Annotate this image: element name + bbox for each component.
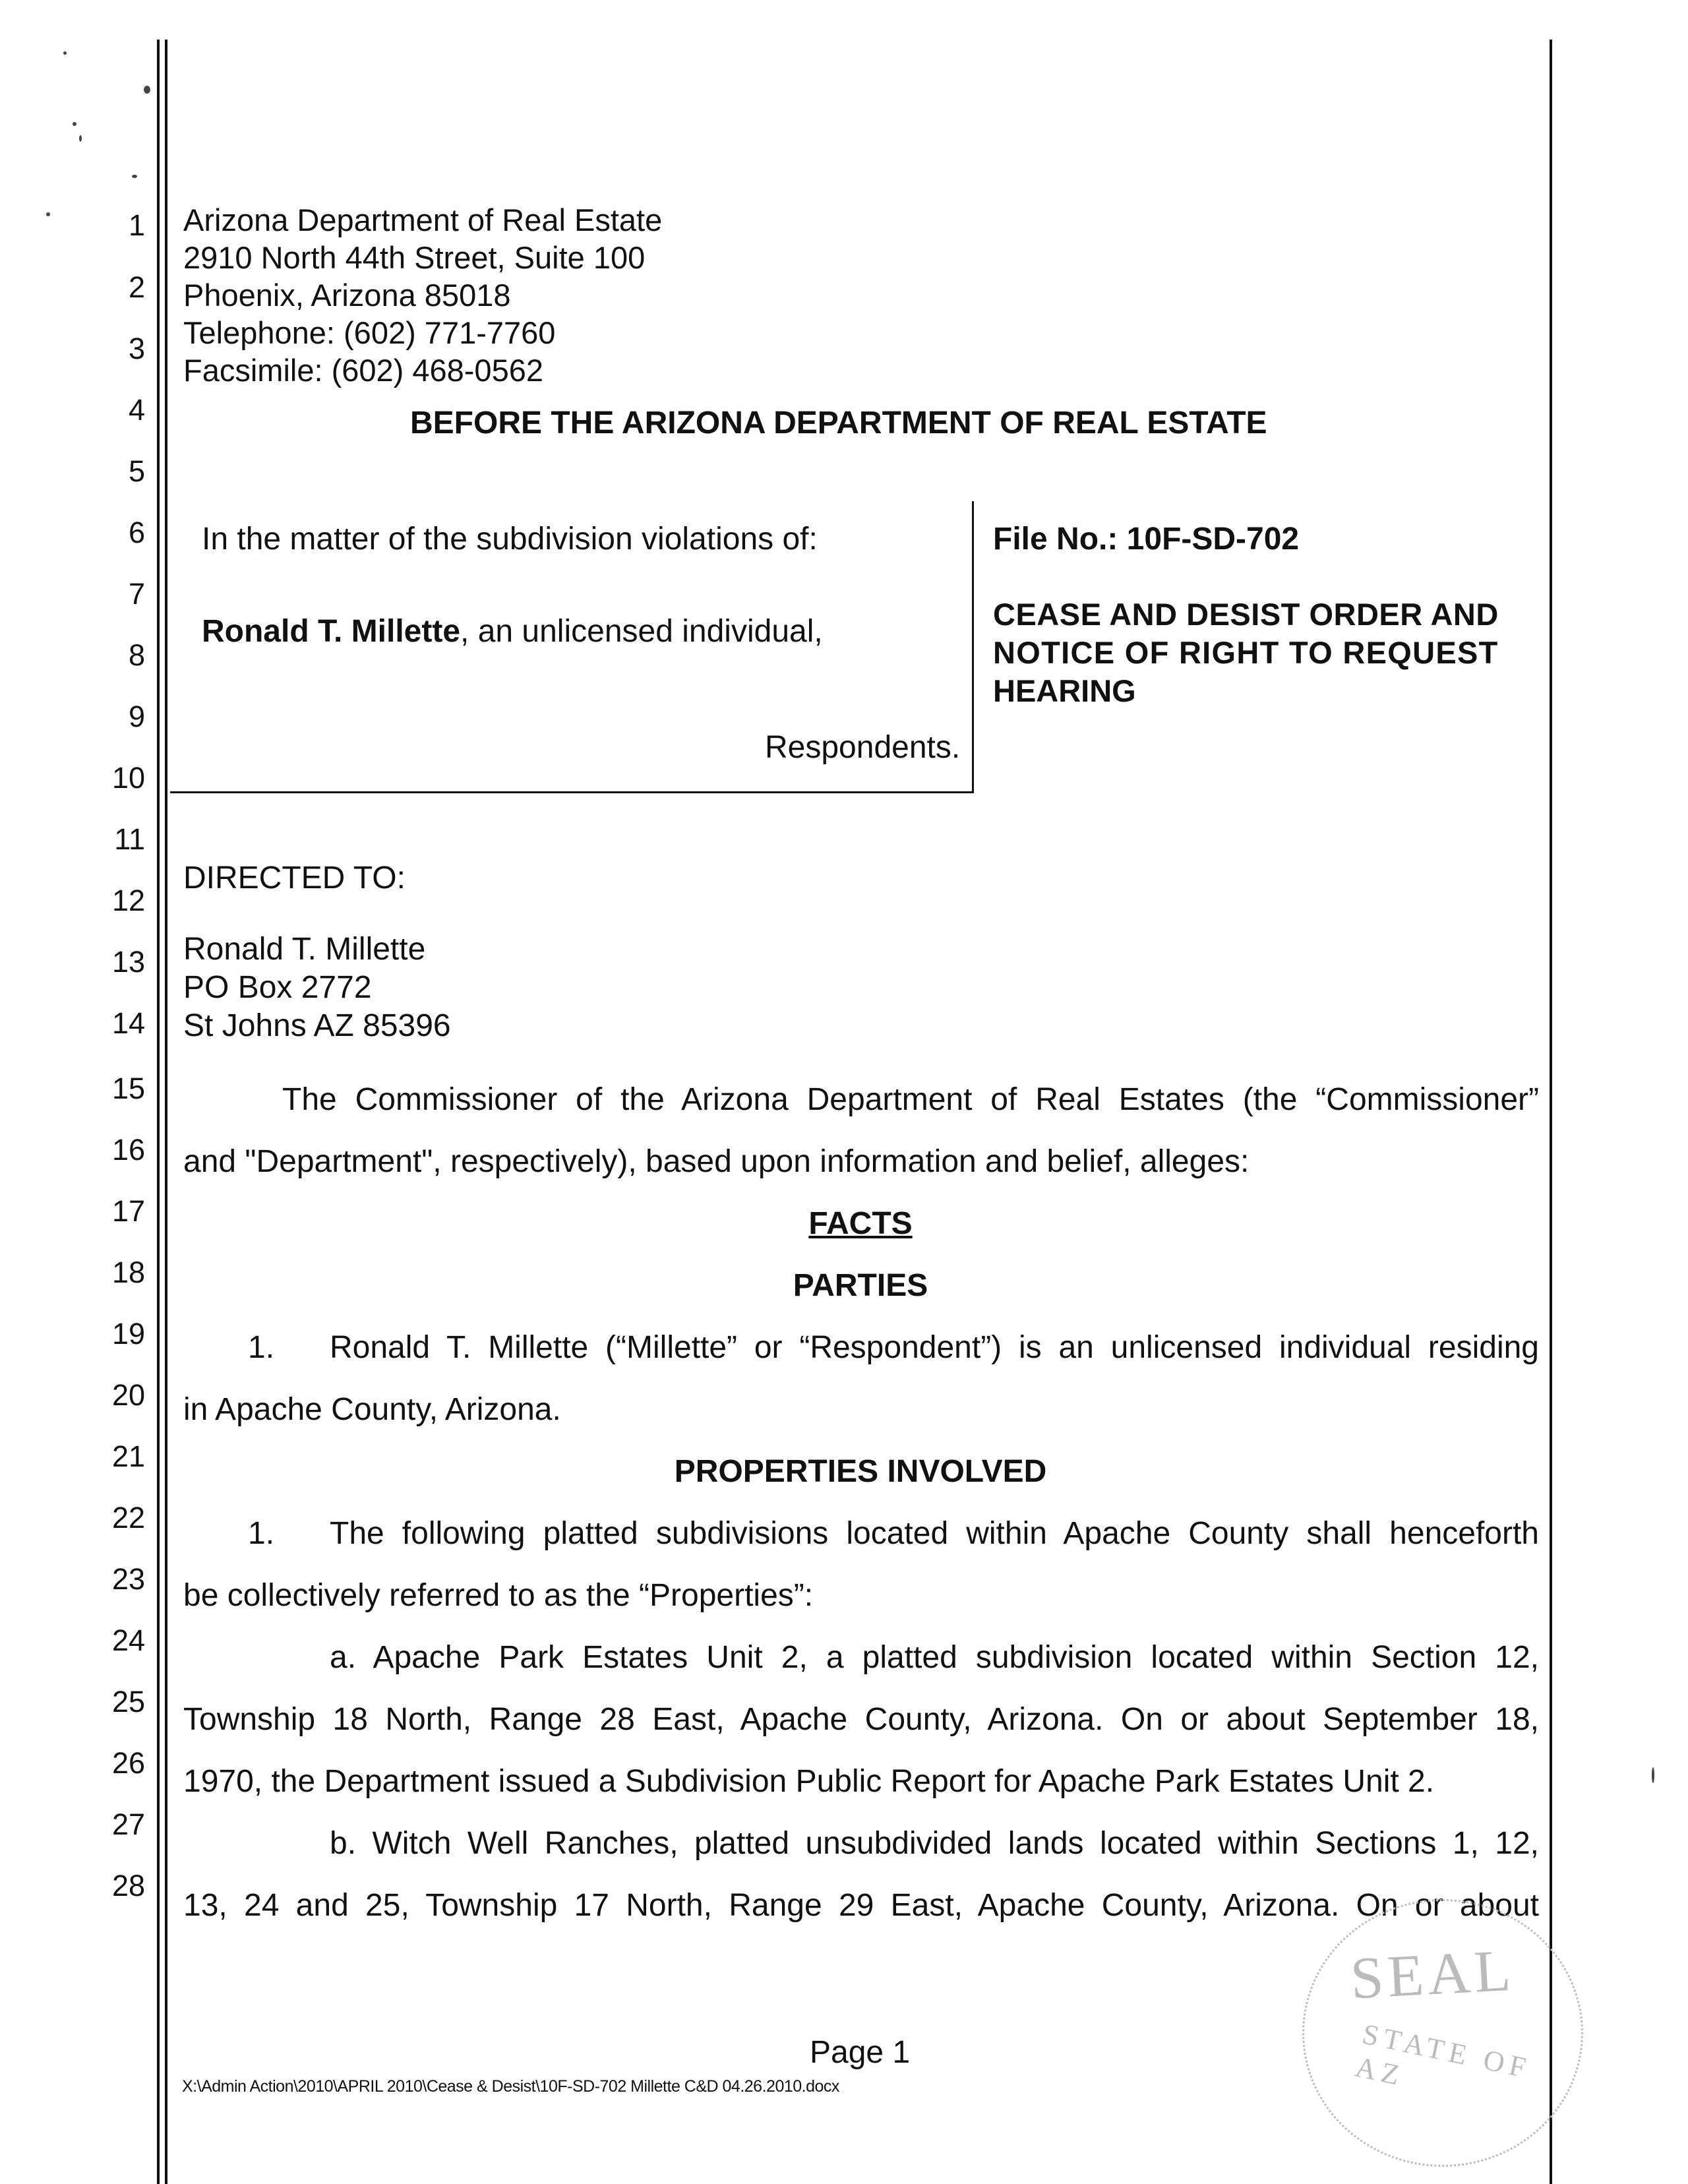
properties-para-line-1: The following platted subdivisions located within Apache County shall henceforth: [330, 1516, 1539, 1551]
scan-speck: [132, 175, 137, 178]
line-number: 5: [128, 454, 145, 488]
facts-heading: FACTS: [808, 1206, 913, 1241]
tribunal-heading: BEFORE THE ARIZONA DEPARTMENT OF REAL ESTATE: [410, 406, 1267, 440]
line-number: 16: [111, 1133, 145, 1167]
properties-heading: PROPERTIES INVOLVED: [674, 1454, 1047, 1489]
line-number: 24: [111, 1623, 145, 1657]
scan-speck: [73, 122, 76, 126]
agency-city: Phoenix, Arizona 85018: [183, 278, 511, 313]
file-path: X:\Admin Action\2010\APRIL 2010\Cease & Desist\10F-SD-702 Millette C&D 04.26.2010.docx: [182, 2077, 839, 2096]
caption-bottom-rule: [170, 791, 973, 793]
line-number: 6: [128, 516, 145, 549]
parties-heading: PARTIES: [793, 1268, 928, 1303]
line-number: 11: [114, 822, 145, 856]
directed-to-address-1: PO Box 2772: [183, 970, 372, 1005]
page-number: Page 1: [810, 2035, 911, 2070]
agency-facsimile: Facsimile: (602) 468-0562: [183, 353, 543, 388]
item-a-line-2: Township 18 North, Range 28 East, Apache County, Arizona. On or about September 18,: [183, 1702, 1539, 1737]
line-number: 9: [128, 700, 145, 733]
line-number: 8: [128, 638, 145, 672]
line-number: 18: [111, 1256, 145, 1289]
respondent-name: Ronald T. Millette: [202, 614, 461, 649]
directed-to-name: Ronald T. Millette: [183, 932, 426, 967]
properties-para-line-2: be collectively referred to as the “Properties”:: [183, 1578, 814, 1613]
line-number: 2: [128, 270, 145, 304]
properties-para-number: 1.: [248, 1516, 275, 1551]
seal-bottom-text: STATE OF AZ: [1352, 2017, 1534, 2093]
order-title-line-2: NOTICE OF RIGHT TO REQUEST: [993, 635, 1499, 670]
directed-to-label: DIRECTED TO:: [183, 861, 406, 895]
line-number: 28: [111, 1869, 145, 1902]
line-number: 19: [111, 1317, 145, 1350]
scan-speck: [144, 86, 150, 94]
directed-to-address-2: St Johns AZ 85396: [183, 1008, 451, 1043]
line-number: 27: [111, 1807, 145, 1841]
file-number-label: File No.:: [993, 522, 1118, 557]
department-seal: [1302, 1899, 1583, 2167]
item-a-line-3: 1970, the Department issued a Subdivision Public Report for Apache Park Estates Unit 2.: [183, 1764, 1435, 1799]
line-number: 12: [111, 884, 145, 917]
respondent-description: , an unlicensed individual,: [460, 614, 823, 649]
file-number: [993, 521, 1299, 557]
scan-speck: [1652, 1767, 1654, 1783]
line-number: 4: [128, 393, 145, 427]
parties-para-line-1: Ronald T. Millette (“Millette” or “Respondent”) is an unlicensed individual residing: [330, 1330, 1539, 1365]
item-a-line-1: a. Apache Park Estates Unit 2, a platted subdivision located within Section 12,: [330, 1640, 1539, 1675]
line-number: 21: [111, 1440, 145, 1473]
item-b-line-1: b. Witch Well Ranches, platted unsubdivided lands located within Sections 1, 12,: [330, 1826, 1539, 1861]
file-number-value: 10F-SD-702: [1126, 522, 1300, 557]
seal-top-text: SEAL: [1348, 1937, 1517, 2012]
line-number: 22: [111, 1501, 145, 1534]
line-number: 26: [111, 1746, 145, 1780]
intro-line-2: and "Department", respectively), based upon information and belief, alleges:: [183, 1144, 1250, 1179]
line-number: 15: [111, 1072, 145, 1105]
scan-speck: [79, 135, 82, 142]
line-number: 7: [128, 577, 145, 611]
line-number: 3: [128, 332, 145, 365]
agency-telephone: Telephone: (602) 771-7760: [183, 315, 556, 350]
scan-speck: [46, 212, 50, 216]
line-number: 1: [128, 208, 145, 242]
respondents-label: Respondents.: [765, 730, 961, 765]
line-number: 13: [111, 945, 145, 979]
matter-line: In the matter of the subdivision violations of:: [202, 522, 818, 557]
intro-line-1: The Commissioner of the Arizona Department of Real Estates (the “Commissioner”: [282, 1082, 1539, 1117]
agency-street: 2910 North 44th Street, Suite 100: [183, 240, 646, 275]
right-margin-rule: [1550, 40, 1552, 2184]
order-title-line-3: HEARING: [993, 673, 1136, 708]
agency-name: Arizona Department of Real Estate: [183, 202, 663, 237]
line-number: 14: [111, 1006, 145, 1040]
line-number: 17: [111, 1194, 145, 1228]
line-number: 23: [111, 1562, 145, 1596]
line-number: 20: [111, 1378, 145, 1412]
left-margin-rule-2: [165, 40, 167, 2184]
parties-para-number: 1.: [248, 1330, 275, 1365]
caption-divider-rule: [972, 501, 974, 793]
item-b-line-2: 13, 24 and 25, Township 17 North, Range 29 East, Apache County, Arizona. On or about: [183, 1888, 1539, 1923]
parties-para-line-2: in Apache County, Arizona.: [183, 1392, 561, 1427]
respondent-line: [202, 613, 823, 650]
line-number: 10: [111, 761, 145, 795]
left-margin-rule-1: [157, 40, 160, 2184]
scan-speck: [63, 51, 67, 55]
order-title-line-1: CEASE AND DESIST ORDER AND: [993, 597, 1499, 632]
line-number: 25: [111, 1685, 145, 1718]
